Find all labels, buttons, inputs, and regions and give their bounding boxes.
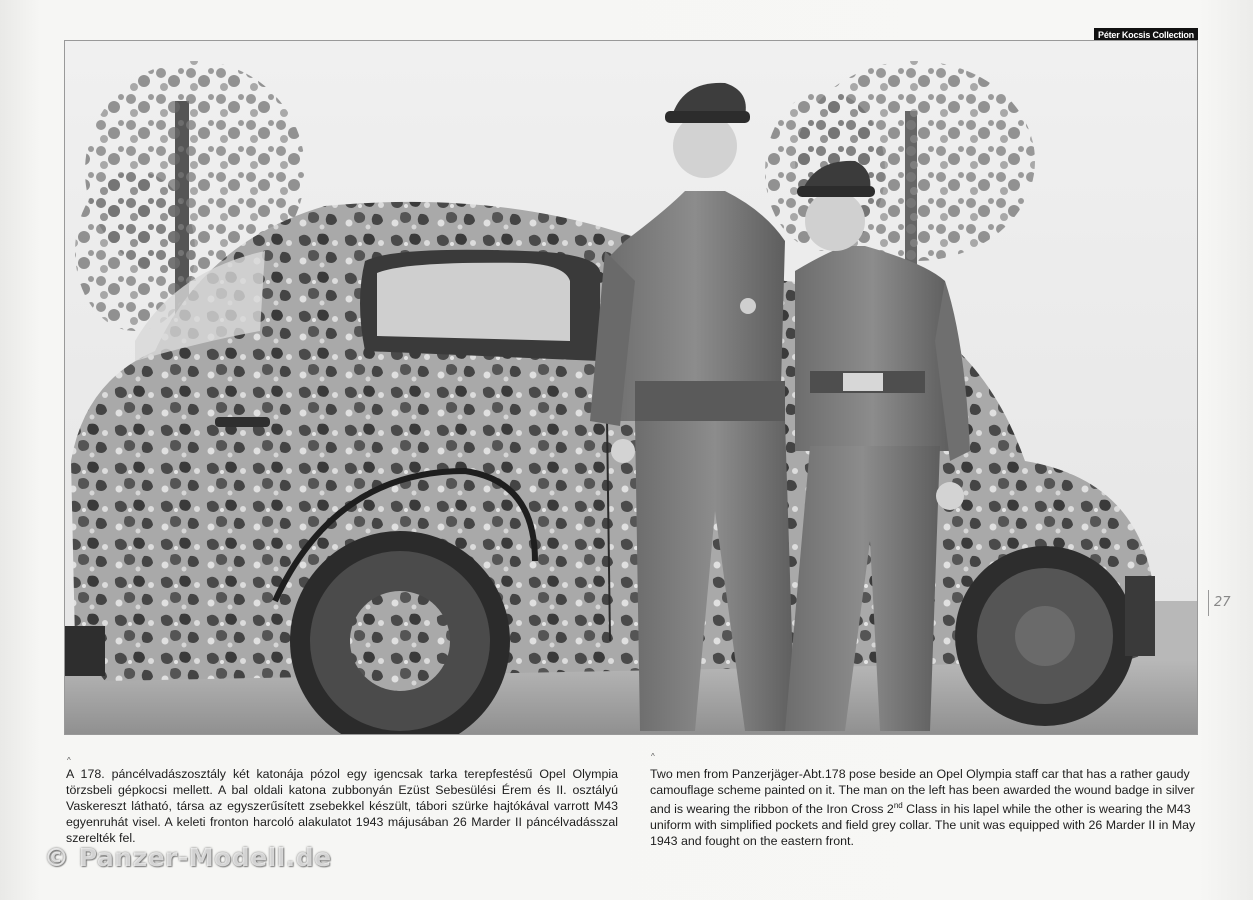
caption-hungarian: A 178. páncélvadászosztály két katonája pózol egy igencsak tarka terepfestésű Opel Olympia törzsbeli gépkocsi mellett. A bal oldali katona zubbonyán Ezüst Sebesülési Érem és II. osztályú Vaskereszt látható, társa az egyszerűsített zsebekkel készült, tábori szürke hajtókával varrott M43 egyenruhát visel. A keleti fronton harcoló alakulatot 1943 májusában 26 Marder II páncélvadásszal szerelték fel. [66, 767, 618, 845]
caption-marker-en: ^ [651, 752, 655, 761]
caption-english-ordinal: nd [893, 801, 903, 810]
watermark: © Panzer-Modell.de [44, 843, 332, 872]
photo-credit: Péter Kocsis Collection [1094, 28, 1198, 42]
caption-english-before: Two men from Panzerjäger-Abt.178 pose beside an Opel Olympia staff car that has a rather gaudy camouflage scheme painted on it. The man on the left has been awarded the wound badge in silver and is wearing the ribbon of the Iron Cross 2 [650, 767, 1195, 817]
caption-english-after: Class in his lapel while the other is wearing the M43 uniform with simplified pockets and field grey collar. The unit was equipped with 26 Marder II in May 1943 and fought on the eastern front. [650, 802, 1196, 849]
photograph [64, 40, 1198, 735]
page-number: 27 [1208, 590, 1231, 616]
caption-marker-hu: ^ [67, 756, 71, 765]
caption-english [650, 766, 1200, 849]
